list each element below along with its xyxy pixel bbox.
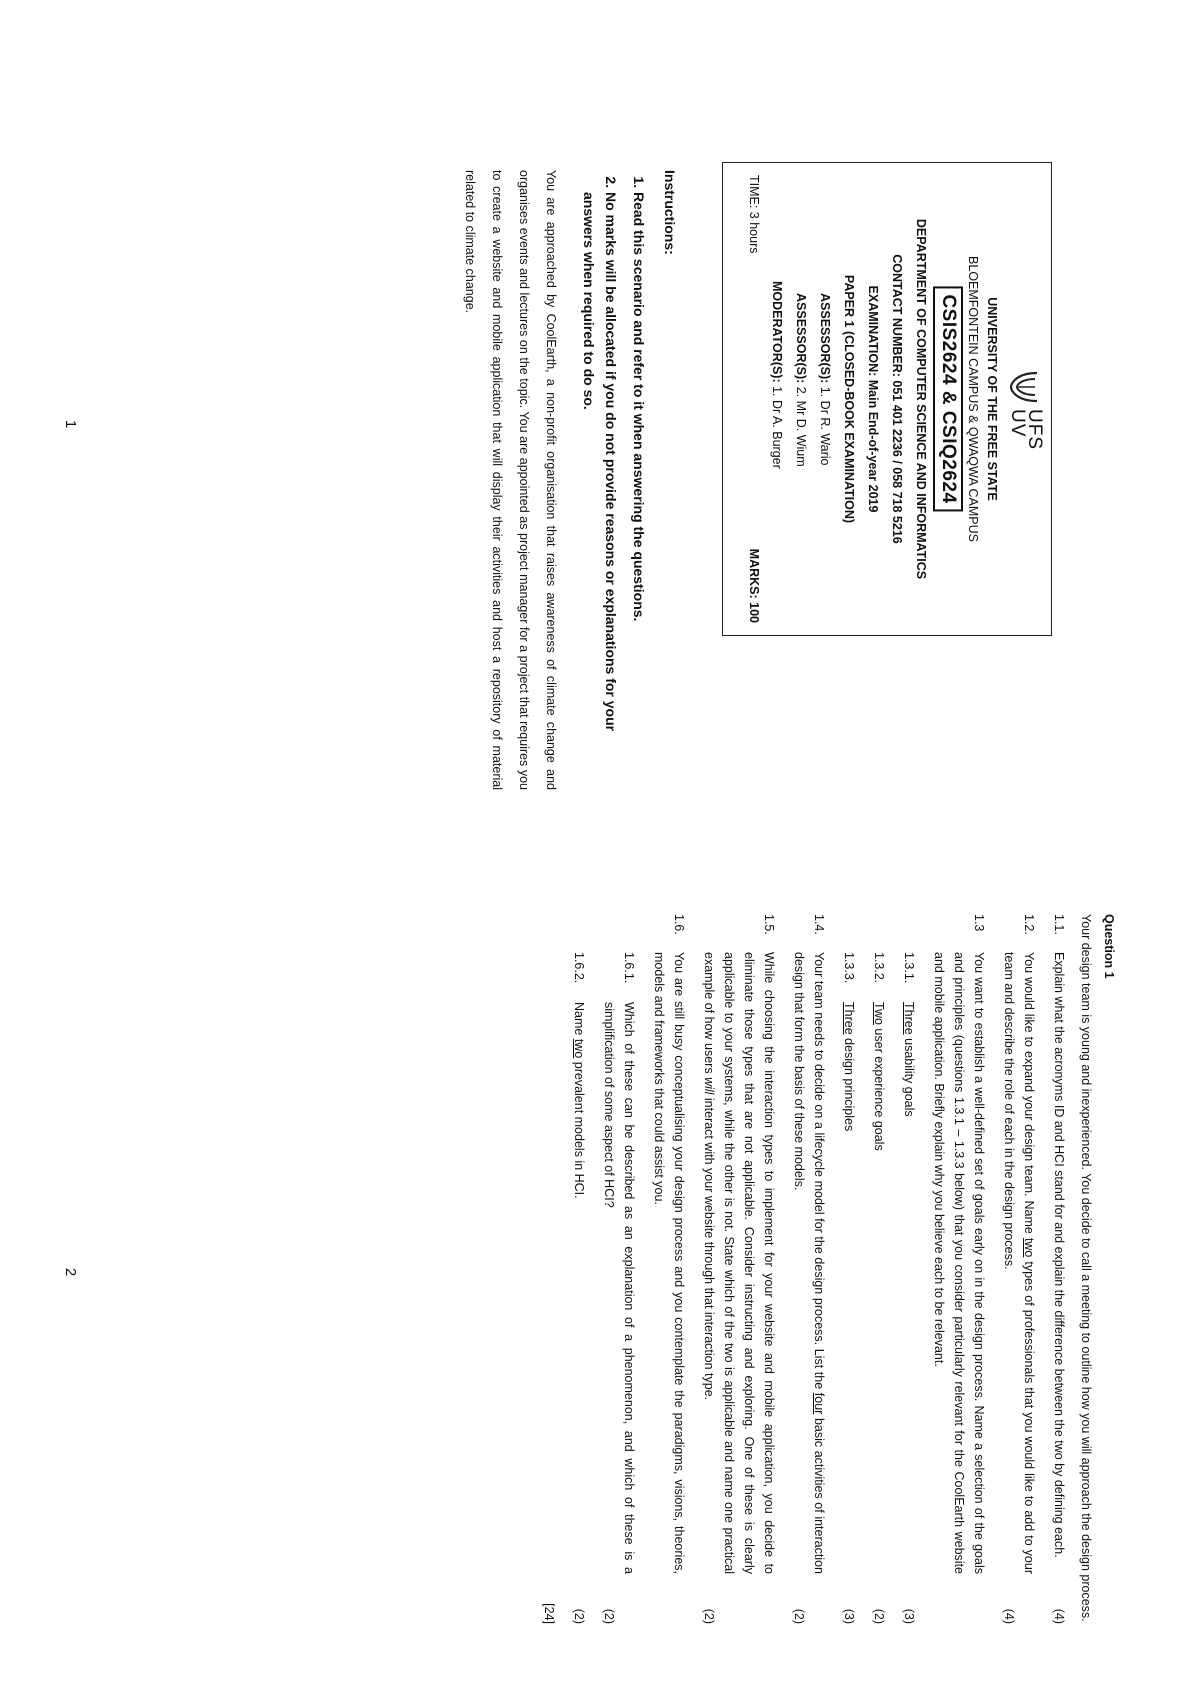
question-marks: (2) xyxy=(702,1608,716,1624)
contact-number: CONTACT NUMBER: 051 401 2236 / 058 718 5216 xyxy=(890,254,904,544)
question-marks: (2) xyxy=(872,1608,886,1624)
assessor-2 xyxy=(794,293,808,467)
scenario-paragraph: You are approached by CoolEarth, a non-profit organisation that raises awareness of climate change and organises events and lectures on the topic. You are appointed as project manager for a project that requires you to create a website and mobile application that will display their activities and host a repository of material related to climate change. xyxy=(463,170,558,790)
course-code: CSIS2624 & CSIQ2624 xyxy=(933,286,963,511)
question-1-3 xyxy=(929,914,989,1624)
question-marks: (2) xyxy=(602,1608,616,1624)
question-number: 1.5. xyxy=(762,914,776,935)
question-number: 1.6.1. xyxy=(622,952,636,984)
instructions xyxy=(572,170,678,790)
question-text: Three design principles xyxy=(842,1002,856,1132)
campus-line: BLOEMFONTEIN CAMPUS & QWAQWA CAMPUS xyxy=(966,256,980,542)
assessor-1-value: 1. Dr R. Wario xyxy=(818,386,832,466)
question-title: Question 1 xyxy=(1102,914,1116,979)
logo-text-ufs: UFS xyxy=(1024,409,1045,450)
question-total-marks: [24] xyxy=(542,1603,556,1624)
question-intro: Your design team is young and inexperienced. You decide to call a meeting to outline how you will approach the design process. xyxy=(1079,914,1093,1622)
ufs-emblem-icon xyxy=(1007,369,1041,405)
question-number: 1.2. xyxy=(1022,914,1036,935)
question-number: 1.3 xyxy=(972,914,986,932)
logo-text-uv: UV xyxy=(1007,409,1028,438)
instructions-title: Instructions: xyxy=(662,170,678,255)
page-number-1: 1 xyxy=(62,419,79,429)
exam-time: TIME: 3 hours xyxy=(747,175,761,254)
question-number: 1.6. xyxy=(672,914,686,935)
question-text: While choosing the interaction types to implement for your website and mobile application, you decide to eliminate those types that are not applicable. Consider instructing and exploring. One of these is clearly applicable to your systems, while the other is not. State which of the two is applicable and name one practical example of how users will interact with your website through that interaction type. xyxy=(702,952,776,1574)
instructions-list xyxy=(578,170,650,790)
question-text: You want to establish a well-defined set of goals early on in the design process. Name a selection of the goals and principles (questions 1.3.1 – 1.3.3 below) that you consider particularly relevant for the CoolEarth website and mobile application. Briefly explain why you believe each to be relevant. xyxy=(932,952,986,1574)
question-1-6-2 xyxy=(569,914,589,1624)
question-marks: (4) xyxy=(1002,1608,1016,1624)
question-number: 1.6.2. xyxy=(572,952,586,984)
question-1-4 xyxy=(789,914,829,1624)
question-text: Which of these can be described as an explanation of a phenomenon, and which of these is a simplification of some aspect of HCI? xyxy=(602,1002,636,1574)
question-number: 1.3.3. xyxy=(842,952,856,984)
moderator-label: MODERATOR(S): xyxy=(770,281,784,383)
question-text: You are still busy conceptualising your design process and you contemplate the paradigms, visions, theories, models and frameworks that could assist you. xyxy=(652,952,686,1574)
question-marks: (2) xyxy=(792,1608,806,1624)
question-1-1 xyxy=(1049,914,1069,1624)
question-1-6 xyxy=(649,914,689,1624)
assessor-2-label: ASSESSOR(S): xyxy=(794,293,808,384)
paper-line: PAPER 1 (CLOSED-BOOK EXAMINATION) xyxy=(842,274,856,524)
page-number-2: 2 xyxy=(62,1267,79,1277)
examination-line: EXAMINATION: Main End-of-year 2019 xyxy=(866,285,880,513)
question-number: 1.1. xyxy=(1052,914,1066,935)
question-text: Three usability goals xyxy=(902,1002,916,1117)
question-text: You would like to expand your design team. Name two types of professionals that you would like to add to your team and describe the role of each in the design process. xyxy=(1002,952,1036,1574)
question-text: Explain what the acronyms ID and HCI stand for and explain the difference between the two by defining each. xyxy=(1052,952,1066,1558)
assessor-1 xyxy=(818,293,832,466)
question-1-section xyxy=(539,914,1116,1624)
exam-header-box xyxy=(722,162,1052,636)
question-text: Your team needs to decide on a lifecycle model for the design process. List the four basic activities of interaction design that form the basis of these models. xyxy=(792,952,826,1574)
question-marks: (3) xyxy=(842,1608,856,1624)
question-number: 1.3.2. xyxy=(872,952,886,984)
moderator-value: 1. Dr A. Burger xyxy=(770,386,784,469)
question-page xyxy=(0,848,1200,1696)
question-text: Two user experience goals xyxy=(872,1002,886,1151)
question-1-2 xyxy=(999,914,1039,1624)
question-1-3-3 xyxy=(839,914,859,1624)
instruction-item: 2. No marks will be allocated if you do not provide reasons or explanations for your answers when required to do so. xyxy=(578,192,622,790)
question-1-5 xyxy=(699,914,779,1624)
question-1-3-2 xyxy=(869,914,889,1624)
moderator xyxy=(770,281,784,469)
assessor-1-label: ASSESSOR(S): xyxy=(818,293,832,384)
university-name: UNIVERSITY OF THE FREE STATE xyxy=(985,297,999,501)
question-marks: (3) xyxy=(902,1608,916,1624)
assessor-2-value: 2. Mr D. Wium xyxy=(794,386,808,467)
question-text: Name two prevalent models in HCI. xyxy=(572,1002,586,1199)
question-number: 1.4. xyxy=(812,914,826,935)
question-marks: (4) xyxy=(1052,1608,1066,1624)
question-marks: (2) xyxy=(572,1608,586,1624)
department-name: DEPARTMENT OF COMPUTER SCIENCE AND INFORMATICS xyxy=(914,218,928,580)
question-1-6-1 xyxy=(599,914,639,1624)
question-1-3-1 xyxy=(899,914,919,1624)
time-marks-row xyxy=(747,175,761,623)
instruction-item: 1. Read this scenario and refer to it when answering the questions. xyxy=(628,192,650,790)
ufs-logo xyxy=(1003,369,1043,449)
question-number: 1.3.1. xyxy=(902,952,916,984)
total-marks: MARKS: 100 xyxy=(747,548,761,623)
